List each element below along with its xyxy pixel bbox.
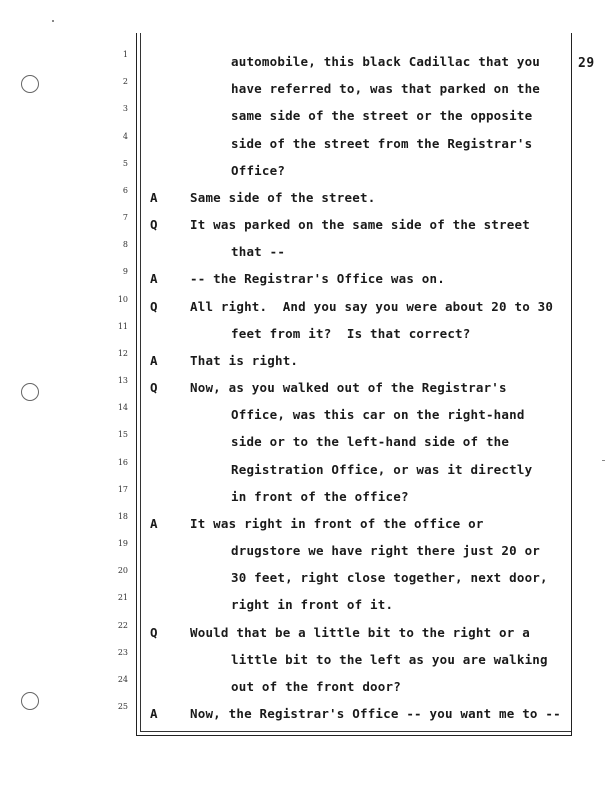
line-text: right in front of it. [231,597,394,613]
line-text: Office, was this car on the right-hand [231,407,525,423]
speaker-marker: Q [150,298,158,314]
line-number: 1 [122,50,128,59]
line-text: 30 feet, right close together, next door, [231,570,548,586]
line-text: Now, as you walked out of the Registrar's [190,380,507,396]
line-number: 7 [122,213,128,223]
transcript-line [0,159,612,179]
line-number: 6 [122,185,128,195]
transcript-line [0,648,612,668]
transcript-line [0,675,612,695]
line-number: 24 [117,674,128,684]
line-text: that -- [231,244,286,260]
line-text: -- the Registrar's Office was on. [190,271,445,287]
line-number: 17 [117,484,128,494]
page-number: 29 [578,56,595,71]
line-text: Same side of the street. [190,189,376,205]
line-text: It was right in front of the office or [190,515,484,531]
frame-bottom-rule [140,731,571,732]
line-number: 11 [117,321,128,331]
speaker-marker: A [150,352,158,368]
line-number: 9 [122,267,128,277]
speaker-marker: Q [150,217,158,233]
speaker-marker: Q [150,624,158,640]
line-text: That is right. [190,352,299,368]
line-text: feet from it? Is that correct? [231,325,471,341]
transcript-line [0,485,612,505]
line-text: All right. And you say you were about 20 to 30 [190,298,554,314]
transcript-line [0,349,612,369]
line-text: same side of the street or the opposite [231,108,533,124]
line-number: 19 [117,539,128,549]
line-number: 13 [117,376,128,386]
transcript-line [0,702,612,722]
speaker-marker: A [150,515,158,531]
speaker-marker: Q [150,380,158,396]
line-number: 23 [117,647,128,657]
transcript-line [0,267,612,287]
line-text: automobile, this black Cadillac that you [231,54,541,69]
transcript-line [0,593,612,613]
transcript-line [0,458,612,478]
transcript-line [0,539,612,559]
line-number: 25 [117,702,128,712]
line-number: 4 [122,131,128,141]
speaker-marker: A [150,189,158,205]
line-number: 20 [117,566,128,576]
line-text: Office? [231,162,286,178]
line-text: drugstore we have right there just 20 or [231,543,541,559]
transcript-line [0,186,612,206]
scan-speck [52,20,54,22]
transcript-line [0,132,612,152]
line-number: 15 [117,430,128,440]
transcript-line [0,512,612,532]
line-text: out of the front door? [231,678,401,694]
line-number: 8 [122,240,128,250]
transcript-line [0,240,612,260]
line-number: 3 [122,104,128,114]
line-number: 22 [117,620,128,630]
line-text: Registration Office, or was it directly [231,461,533,477]
speaker-marker: A [150,706,158,722]
transcript-line [0,430,612,450]
line-number: 2 [122,77,128,87]
transcript-line [0,213,612,233]
line-number: 14 [117,403,128,413]
line-text: in front of the office? [231,488,409,504]
speaker-marker: A [150,271,158,287]
line-number: 10 [117,294,128,304]
line-number: 16 [117,457,128,467]
transcript-line [0,376,612,396]
transcript-line [0,566,612,586]
line-text: Now, the Registrar's Office -- you want me to -- [190,706,561,722]
transcript-line [0,77,612,97]
transcript-line [0,104,612,124]
transcript-line [0,322,612,342]
line-number: 18 [117,511,128,521]
transcript-line [0,295,612,315]
line-text: side or to the left-hand side of the [231,434,510,450]
line-text: little bit to the left as you are walking [231,651,548,667]
line-text: It was parked on the same side of the street [190,217,530,233]
transcript-line [0,50,612,70]
line-text: side of the street from the Registrar's [231,135,533,151]
transcript-line [0,403,612,423]
line-text: Would that be a little bit to the right or a [190,624,530,640]
line-number: 21 [117,593,128,603]
transcript-line [0,621,612,641]
line-number: 5 [122,158,128,168]
line-number: 12 [117,348,128,358]
line-text: have referred to, was that parked on the [231,81,541,97]
